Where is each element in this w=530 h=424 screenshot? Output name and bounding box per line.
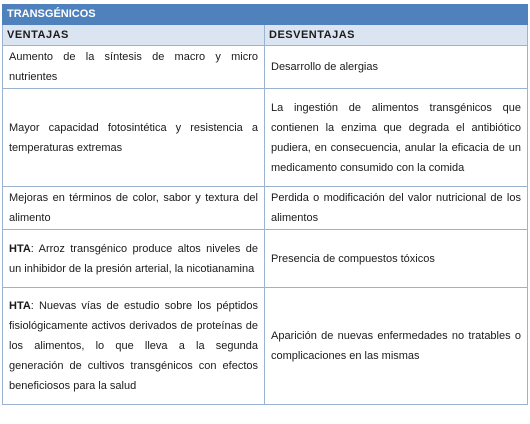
desventaja-cell: Presencia de compuestos tóxicos: [265, 230, 528, 288]
column-header-ventajas: VENTAJAS: [3, 25, 265, 46]
table-title: TRANSGÉNICOS: [3, 5, 528, 25]
table-row: [3, 89, 528, 187]
ventaja-cell: [3, 230, 265, 288]
table-header-row: [3, 25, 528, 46]
ventaja-text: Mayor capacidad fotosintética y resistencia a temperaturas extremas: [9, 121, 258, 154]
ventaja-prefix: HTA: [9, 242, 31, 255]
ventaja-text: Mejoras en términos de color, sabor y textura del alimento: [9, 192, 258, 224]
ventaja-cell: [3, 46, 265, 89]
ventaja-prefix: HTA: [9, 300, 31, 312]
table-row: [3, 187, 528, 230]
column-header-desventajas: DESVENTAJAS: [265, 25, 528, 46]
ventaja-cell: [3, 89, 265, 187]
table-row: [3, 288, 528, 405]
table-title-row: [3, 5, 528, 25]
table-row: [3, 46, 528, 89]
desventaja-cell: Desarrollo de alergias: [265, 46, 528, 89]
ventaja-cell: [3, 288, 265, 405]
ventaja-text: : Nuevas vías de estudio sobre los péptidos fisiológicamente activos derivados de proteínas de los alimentos, lo que lleva a la segunda generación de cultivos transgénicos con efectos beneficiosos para la salud: [9, 300, 258, 392]
desventaja-cell: La ingestión de alimentos transgénicos que contienen la enzima que degrada el antibiótico pudiera, en consecuencia, anular la eficacia de un medicamento consumido con la comida: [265, 89, 528, 187]
ventaja-text: : Arroz transgénico produce altos niveles de un inhibidor de la presión arterial, la nicotianamina: [9, 242, 258, 275]
transgenicos-table: [2, 4, 528, 405]
transgenicos-table-container: [2, 4, 527, 405]
ventaja-cell: [3, 187, 265, 230]
ventaja-text: Aumento de la síntesis de macro y micro nutrientes: [9, 51, 258, 83]
table-row: [3, 230, 528, 288]
desventaja-cell: Aparición de nuevas enfermedades no tratables o complicaciones en las mismas: [265, 288, 528, 405]
desventaja-cell: Perdida o modificación del valor nutricional de los alimentos: [265, 187, 528, 230]
